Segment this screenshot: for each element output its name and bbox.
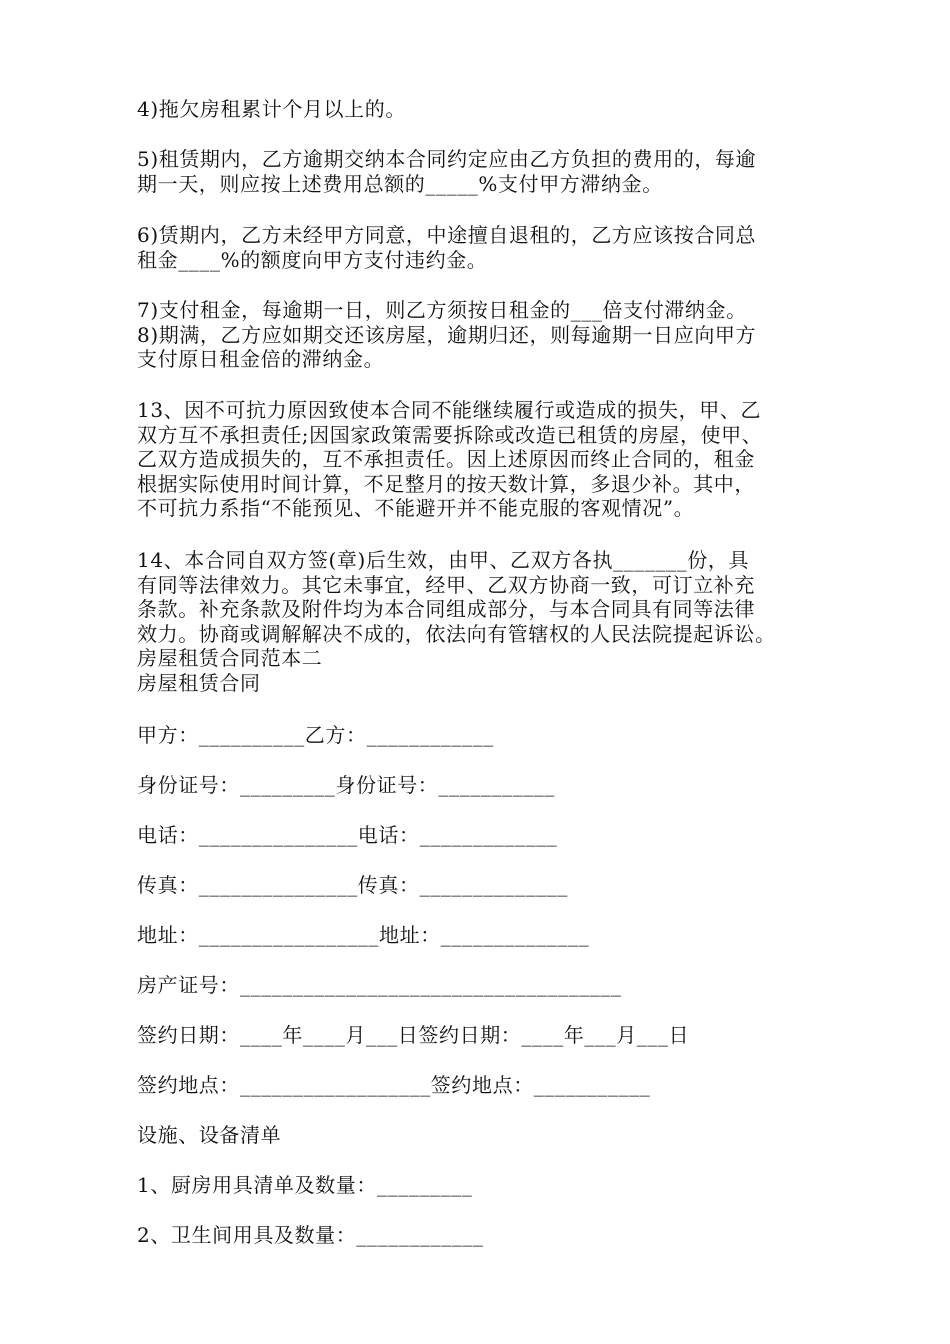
contract-title: 房屋租赁合同	[137, 670, 261, 695]
clause-6: 6)赁期内，乙方未经甲方同意，中途擅自退租的，乙方应该按合同总 租金____%的额度向甲方支付违约金。	[137, 223, 757, 272]
clause-7-8: 7)支付租金，每逾期一日，则乙方须按日租金的___倍支付滞纳金。 8)期满，乙方应如期交还该房屋，逾期归还，则每逾期一日应向甲方 支付原日租金倍的滞纳金。	[137, 298, 757, 372]
equipment-list-heading: 设施、设备清单	[137, 1123, 282, 1147]
clause-5: 5)租赁期内，乙方逾期交纳本合同约定应由乙方负担的费用的，每逾 期一天，则应按上述费用总额的_____%支付甲方滞纳金。	[137, 147, 757, 196]
section-title: 房屋租赁合同范本二	[137, 646, 323, 671]
address-field: 地址：_________________地址：______________	[137, 923, 590, 947]
property-cert-field: 房产证号：____________________________________	[137, 973, 622, 997]
party-names-field: 甲方：__________乙方：____________	[137, 723, 494, 747]
id-number-field: 身份证号：_________身份证号：___________	[137, 773, 555, 797]
bathroom-items-field: 2、卫生间用具及数量：____________	[137, 1223, 484, 1247]
signing-date-field: 签约日期：____年____月___日签约日期：____年___月___日	[137, 1023, 690, 1047]
clause-14: 14、本合同自双方签(章)后生效，由甲、乙双方各执_______份，具 有同等法律效力。其它未事宜，经甲、乙双方协商一致，可订立补充 条款。补充条款及附件均为本合同组成部分，与本合同具有同等法律 效力。协商或调解解决不成的，依法向有管辖权的人民法院提起诉讼。 房屋租赁合同范本二 房屋租赁合同	[137, 548, 776, 695]
signing-place-field: 签约地点：__________________签约地点：___________	[137, 1073, 651, 1097]
fax-field: 传真：_______________传真：______________	[137, 873, 568, 897]
clause-13: 13、因不可抗力原因致使本合同不能继续履行或造成的损失，甲、乙 双方互不承担责任;因国家政策需要拆除或改造已租赁的房屋，使甲、 乙双方造成损失的，互不承担责任。因上述原因而终止合同的，租金 根据实际使用时间计算，不足整月的按天数计算，多退少补。其中， 不可抗力系指“不能预见、不能避开并不能克服的客观情况”。	[137, 398, 763, 521]
kitchen-items-field: 1、厨房用具清单及数量：_________	[137, 1173, 473, 1197]
clause-4: 4)拖欠房租累计个月以上的。	[137, 97, 406, 121]
phone-field: 电话：_______________电话：_____________	[137, 823, 558, 847]
